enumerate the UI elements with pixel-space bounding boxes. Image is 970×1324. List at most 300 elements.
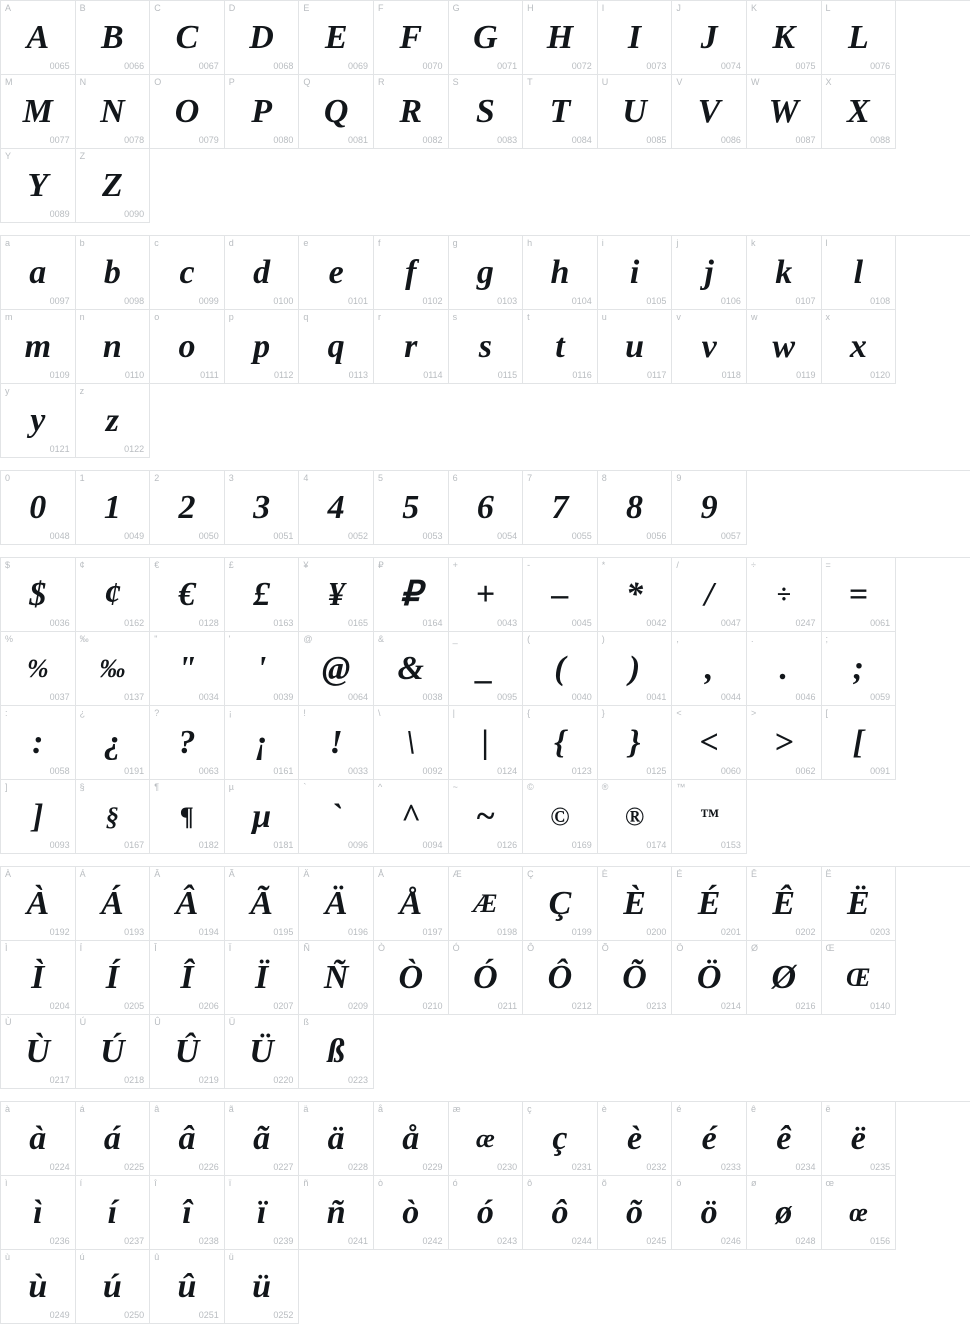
glyph-cell[interactable] <box>598 236 673 310</box>
glyph-cell[interactable] <box>822 941 897 1015</box>
glyph-cell-char-label: ê <box>750 1104 756 1114</box>
glyph-cell[interactable] <box>449 236 524 310</box>
glyph-cell[interactable] <box>747 1 822 75</box>
glyph-cell[interactable] <box>150 706 225 780</box>
glyph-cell-glyph: Ã <box>250 884 273 922</box>
glyph-cell[interactable] <box>747 941 822 1015</box>
glyph-cell-char-label: C <box>154 3 161 13</box>
glyph-cell-char-label: Â <box>154 869 161 879</box>
glyph-cell[interactable] <box>822 867 897 941</box>
glyph-cell[interactable] <box>449 1 524 75</box>
glyph-cell-glyph: ï <box>256 1193 267 1231</box>
glyph-cell-char-label: a <box>5 238 11 248</box>
glyph-cell[interactable] <box>299 780 374 854</box>
glyph-cell-code: 0082 <box>422 135 443 145</box>
glyph-cell[interactable] <box>299 632 374 706</box>
glyph-cell-code: 0249 <box>49 1310 70 1320</box>
glyph-cell-glyph: h <box>550 253 570 291</box>
glyph-cell[interactable] <box>523 236 598 310</box>
glyph-cell[interactable] <box>598 632 673 706</box>
glyph-cell[interactable] <box>822 632 897 706</box>
glyph-cell-glyph: H <box>546 18 574 56</box>
glyph-cell[interactable] <box>1 236 76 310</box>
glyph-cell-glyph: } <box>628 723 641 761</box>
glyph-cell-code: 0182 <box>198 840 219 850</box>
glyph-cell-glyph: N <box>100 92 125 130</box>
glyph-cell[interactable] <box>523 558 598 632</box>
glyph-cell-glyph: ] <box>32 797 44 835</box>
glyph-cell-char-label: } <box>601 708 605 718</box>
glyph-cell-glyph: à <box>29 1119 47 1157</box>
glyph-cell-glyph: ' <box>256 649 267 687</box>
glyph-cell[interactable] <box>523 632 598 706</box>
glyph-cell[interactable] <box>672 558 747 632</box>
glyph-cell[interactable] <box>299 75 374 149</box>
glyph-cell[interactable] <box>598 867 673 941</box>
glyph-cell[interactable] <box>822 75 897 149</box>
glyph-cell[interactable] <box>672 1176 747 1250</box>
glyph-cell[interactable] <box>449 867 524 941</box>
glyph-cell-glyph: k <box>775 253 793 291</box>
glyph-cell-char-label: ‰ <box>79 634 89 644</box>
glyph-cell[interactable] <box>374 1102 449 1176</box>
glyph-cell-code: 0128 <box>198 618 219 628</box>
glyph-cell[interactable] <box>1 75 76 149</box>
glyph-cell[interactable] <box>1 384 76 458</box>
glyph-cell-glyph: ì <box>33 1193 43 1231</box>
glyph-cell[interactable] <box>374 632 449 706</box>
glyph-cell[interactable] <box>299 1015 374 1089</box>
glyph-cell-code: 0118 <box>721 370 741 380</box>
glyph-cell[interactable] <box>449 941 524 1015</box>
glyph-block-accented-uppercase <box>0 866 970 1089</box>
glyph-cell-char-label: G <box>452 3 460 13</box>
glyph-cell[interactable] <box>672 236 747 310</box>
glyph-cell[interactable] <box>225 941 300 1015</box>
glyph-cell-code: 0192 <box>49 927 70 937</box>
glyph-cell[interactable] <box>523 75 598 149</box>
glyph-cell[interactable] <box>449 471 524 545</box>
glyph-cell-code: 0234 <box>795 1162 816 1172</box>
glyph-cell-char-label: : <box>5 708 8 718</box>
glyph-cell-char-label: ö <box>676 1178 682 1188</box>
glyph-cell[interactable] <box>225 1250 300 1324</box>
glyph-cell[interactable] <box>1 706 76 780</box>
glyph-cell[interactable] <box>150 471 225 545</box>
glyph-cell-glyph: ¥ <box>327 575 345 613</box>
glyph-cell-code: 0242 <box>422 1236 443 1246</box>
glyph-cell-char-label: ô <box>527 1178 533 1188</box>
glyph-cell[interactable] <box>374 706 449 780</box>
glyph-cell-glyph: Ú <box>100 1032 125 1070</box>
glyph-cell-code: 0100 <box>273 296 294 306</box>
glyph-cell[interactable] <box>1 780 76 854</box>
glyph-cell[interactable] <box>822 558 897 632</box>
glyph-cell-code: 0213 <box>646 1001 667 1011</box>
glyph-cell-code: 0163 <box>273 618 294 628</box>
glyph-cell-glyph: À <box>26 884 50 922</box>
glyph-cell-glyph: ‰ <box>99 653 126 683</box>
glyph-cell[interactable] <box>747 75 822 149</box>
glyph-cell[interactable] <box>1 1176 76 1250</box>
glyph-cell[interactable] <box>76 471 151 545</box>
glyph-cell[interactable] <box>747 310 822 384</box>
glyph-cell-code: 0216 <box>795 1001 816 1011</box>
glyph-cell-glyph: Å <box>399 884 423 922</box>
glyph-cell[interactable] <box>449 1176 524 1250</box>
glyph-cell[interactable] <box>449 1102 524 1176</box>
glyph-cell[interactable] <box>299 1176 374 1250</box>
glyph-cell[interactable] <box>150 558 225 632</box>
glyph-cell-char-label: S <box>452 77 459 87</box>
glyph-cell-glyph: U <box>622 92 647 130</box>
glyph-cell-char-label: { <box>527 708 531 718</box>
glyph-cell-code: 0110 <box>124 370 145 380</box>
glyph-cell[interactable] <box>672 706 747 780</box>
glyph-cell[interactable] <box>76 558 151 632</box>
glyph-cell[interactable] <box>76 236 151 310</box>
glyph-cell-code: 0113 <box>348 370 368 380</box>
glyph-cell-char-label: Û <box>154 1017 161 1027</box>
glyph-cell[interactable] <box>747 558 822 632</box>
glyph-cell[interactable] <box>374 780 449 854</box>
glyph-cell[interactable] <box>598 1176 673 1250</box>
glyph-cell[interactable] <box>523 941 598 1015</box>
glyph-cell-code: 0238 <box>198 1236 219 1246</box>
glyph-cell[interactable] <box>374 1176 449 1250</box>
glyph-cell[interactable] <box>523 867 598 941</box>
glyph-cell[interactable] <box>747 632 822 706</box>
glyph-cell[interactable] <box>150 1015 225 1089</box>
glyph-cell-char-label: Æ <box>452 869 462 879</box>
glyph-cell[interactable] <box>76 867 151 941</box>
glyph-cell[interactable] <box>225 75 300 149</box>
glyph-cell-char-label: 1 <box>79 473 85 483</box>
glyph-cell[interactable] <box>374 236 449 310</box>
glyph-cell[interactable] <box>299 471 374 545</box>
glyph-cell[interactable] <box>374 75 449 149</box>
glyph-cell-glyph: l <box>853 253 864 291</box>
glyph-cell[interactable] <box>225 632 300 706</box>
glyph-cell[interactable] <box>747 1176 822 1250</box>
glyph-cell[interactable] <box>598 941 673 1015</box>
glyph-cell-glyph: j <box>704 253 714 291</box>
glyph-cell[interactable] <box>672 310 747 384</box>
glyph-cell-glyph: * <box>626 575 644 613</box>
glyph-cell[interactable] <box>598 558 673 632</box>
glyph-cell-code: 0066 <box>124 61 145 71</box>
glyph-cell[interactable] <box>299 1 374 75</box>
glyph-cell-glyph: r <box>404 327 418 365</box>
glyph-cell-glyph: Ó <box>473 958 498 996</box>
glyph-cell-glyph: € <box>178 575 196 613</box>
glyph-cell[interactable] <box>598 706 673 780</box>
glyph-block-accented-lowercase <box>0 1101 970 1324</box>
glyph-cell[interactable] <box>1 471 76 545</box>
glyph-cell-char-label: d <box>228 238 234 248</box>
glyph-cell[interactable] <box>76 1176 151 1250</box>
glyph-cell[interactable] <box>225 310 300 384</box>
glyph-cell-code: 0161 <box>273 766 294 776</box>
glyph-cell[interactable] <box>598 75 673 149</box>
glyph-cell[interactable] <box>225 867 300 941</box>
glyph-cell-char-label: y <box>5 386 10 396</box>
glyph-cell-code: 0114 <box>423 370 443 380</box>
glyph-cell-glyph: 4 <box>327 488 345 526</box>
glyph-cell[interactable] <box>672 471 747 545</box>
glyph-cell-glyph: d <box>253 253 271 291</box>
glyph-cell-code: 0165 <box>347 618 368 628</box>
glyph-cell[interactable] <box>76 941 151 1015</box>
glyph-cell[interactable] <box>76 75 151 149</box>
glyph-cell[interactable] <box>449 558 524 632</box>
glyph-cell-char-label: = <box>825 560 831 570</box>
glyph-cell-glyph: g <box>476 253 494 291</box>
glyph-cell[interactable] <box>76 1015 151 1089</box>
glyph-cell-code: 0074 <box>720 61 741 71</box>
glyph-cell-code: 0094 <box>422 840 443 850</box>
glyph-cell-code: 0038 <box>422 692 443 702</box>
glyph-cell-char-label: 8 <box>601 473 607 483</box>
glyph-cell-glyph: % <box>26 653 49 683</box>
glyph-cell-glyph: õ <box>626 1193 644 1231</box>
glyph-cell-char-label: À <box>5 869 12 879</box>
glyph-cell[interactable] <box>449 780 524 854</box>
glyph-cell-char-label: 7 <box>527 473 533 483</box>
glyph-cell[interactable] <box>150 1 225 75</box>
glyph-cell[interactable] <box>449 310 524 384</box>
glyph-cell[interactable] <box>150 310 225 384</box>
glyph-cell[interactable] <box>225 236 300 310</box>
glyph-cell[interactable] <box>76 1250 151 1324</box>
glyph-cell[interactable] <box>150 1250 225 1324</box>
glyph-cell[interactable] <box>523 780 598 854</box>
glyph-cell[interactable] <box>822 1102 897 1176</box>
glyph-cell[interactable] <box>225 1102 300 1176</box>
glyph-cell[interactable] <box>672 941 747 1015</box>
glyph-cell-char-label: B <box>79 3 86 13</box>
glyph-cell-char-label: r <box>377 312 381 322</box>
glyph-cell-glyph: b <box>103 253 121 291</box>
glyph-cell-char-label: æ <box>452 1104 461 1114</box>
glyph-cell[interactable] <box>1 941 76 1015</box>
glyph-cell-glyph: f <box>405 253 417 291</box>
glyph-cell[interactable] <box>299 941 374 1015</box>
glyph-cell-code: 0228 <box>347 1162 368 1172</box>
glyph-cell-char-label: x <box>825 312 831 322</box>
glyph-cell[interactable] <box>374 558 449 632</box>
glyph-cell[interactable] <box>374 941 449 1015</box>
glyph-cell[interactable] <box>822 236 897 310</box>
glyph-cell[interactable] <box>523 310 598 384</box>
glyph-cell[interactable] <box>747 236 822 310</box>
glyph-cell-glyph: / <box>704 575 714 613</box>
glyph-cell[interactable] <box>523 471 598 545</box>
glyph-cell-code: 0063 <box>198 766 219 776</box>
glyph-cell[interactable] <box>523 1176 598 1250</box>
glyph-cell-glyph: Ù <box>25 1032 51 1070</box>
glyph-cell[interactable] <box>822 310 897 384</box>
glyph-cell-char-label: < <box>676 708 682 718</box>
glyph-cell-glyph: œ <box>848 1197 868 1227</box>
glyph-cell-char-label: ò <box>377 1178 383 1188</box>
glyph-cell[interactable] <box>76 706 151 780</box>
glyph-cell[interactable] <box>225 780 300 854</box>
glyph-cell[interactable] <box>598 1102 673 1176</box>
glyph-cell-glyph: Ï <box>254 958 269 996</box>
glyph-cell-code: 0072 <box>571 61 592 71</box>
glyph-cell[interactable] <box>150 867 225 941</box>
glyph-cell[interactable] <box>1 632 76 706</box>
glyph-cell-glyph: C <box>175 18 199 56</box>
glyph-cell-code: 0174 <box>646 840 667 850</box>
glyph-cell[interactable] <box>76 1102 151 1176</box>
glyph-cell[interactable] <box>150 780 225 854</box>
glyph-cell-code: 0077 <box>49 135 70 145</box>
glyph-cell-char-label: I <box>601 3 605 13</box>
glyph-cell[interactable] <box>225 706 300 780</box>
glyph-cell[interactable] <box>1 1015 76 1089</box>
glyph-cell-code: 0106 <box>720 296 741 306</box>
glyph-cell[interactable] <box>1 1250 76 1324</box>
glyph-cell[interactable] <box>747 706 822 780</box>
glyph-cell[interactable] <box>225 471 300 545</box>
glyph-cell-char-label: w <box>750 312 758 322</box>
glyph-cell[interactable] <box>598 1 673 75</box>
glyph-cell[interactable] <box>76 780 151 854</box>
glyph-cell[interactable] <box>1 310 76 384</box>
glyph-cell-code: 0086 <box>720 135 741 145</box>
glyph-cell[interactable] <box>1 1 76 75</box>
glyph-cell-code: 0042 <box>646 618 667 628</box>
glyph-cell[interactable] <box>1 149 76 223</box>
glyph-cell-glyph: ¿ <box>103 723 121 761</box>
glyph-cell-char-label: Ú <box>79 1017 87 1027</box>
glyph-cell-char-label: û <box>154 1252 160 1262</box>
glyph-cell-glyph: + <box>475 575 496 613</box>
glyph-cell[interactable] <box>225 558 300 632</box>
glyph-cell[interactable] <box>299 706 374 780</box>
glyph-cell-char-label: ¥ <box>303 560 309 570</box>
glyph-cell-char-label: ä <box>303 1104 309 1114</box>
glyph-cell-char-label: Ñ <box>303 943 310 953</box>
glyph-cell[interactable] <box>225 1015 300 1089</box>
glyph-cell[interactable] <box>1 1102 76 1176</box>
glyph-cell-code: 0098 <box>124 296 145 306</box>
glyph-cell[interactable] <box>299 1102 374 1176</box>
glyph-cell[interactable] <box>225 1176 300 1250</box>
glyph-cell-glyph: © <box>550 801 570 831</box>
glyph-cell-char-label: ù <box>5 1252 11 1262</box>
glyph-cell[interactable] <box>449 632 524 706</box>
glyph-cell-code: 0195 <box>273 927 294 937</box>
glyph-cell[interactable] <box>822 1176 897 1250</box>
glyph-cell[interactable] <box>299 310 374 384</box>
glyph-cell-code: 0164 <box>422 618 443 628</box>
glyph-cell[interactable] <box>150 1176 225 1250</box>
glyph-cell[interactable] <box>747 867 822 941</box>
glyph-cell[interactable] <box>672 632 747 706</box>
glyph-cell[interactable] <box>150 236 225 310</box>
glyph-cell-code: 0079 <box>198 135 219 145</box>
glyph-cell[interactable] <box>150 941 225 1015</box>
glyph-cell[interactable] <box>523 1 598 75</box>
glyph-cell[interactable] <box>672 780 747 854</box>
glyph-cell-glyph: X <box>846 92 870 130</box>
glyph-cell[interactable] <box>598 780 673 854</box>
glyph-cell[interactable] <box>523 1102 598 1176</box>
glyph-cell-glyph: û <box>177 1267 197 1305</box>
glyph-cell[interactable] <box>374 471 449 545</box>
glyph-cell-code: 0056 <box>646 531 667 541</box>
glyph-cell[interactable] <box>747 1102 822 1176</box>
glyph-cell-code: 0108 <box>870 296 891 306</box>
glyph-cell[interactable] <box>1 867 76 941</box>
glyph-cell-glyph: . <box>779 649 788 687</box>
glyph-cell[interactable] <box>822 706 897 780</box>
glyph-cell[interactable] <box>672 867 747 941</box>
glyph-cell-glyph: n <box>102 327 122 365</box>
glyph-cell-code: 0088 <box>870 135 891 145</box>
glyph-cell[interactable] <box>672 1102 747 1176</box>
glyph-cell-char-label: H <box>527 3 534 13</box>
glyph-cell-char-label: , <box>676 634 679 644</box>
glyph-cell[interactable] <box>299 867 374 941</box>
glyph-cell-char-label: P <box>228 77 235 87</box>
glyph-cell-char-label: ï <box>228 1178 232 1188</box>
glyph-cell[interactable] <box>76 149 151 223</box>
glyph-cell[interactable] <box>374 867 449 941</box>
glyph-cell-code: 0075 <box>795 61 816 71</box>
glyph-cell[interactable] <box>523 706 598 780</box>
glyph-cell[interactable] <box>374 1 449 75</box>
glyph-cell[interactable] <box>449 75 524 149</box>
glyph-cell[interactable] <box>299 558 374 632</box>
glyph-cell-char-label: M <box>5 77 13 87</box>
glyph-cell[interactable] <box>374 310 449 384</box>
glyph-cell-code: 0226 <box>198 1162 219 1172</box>
glyph-cell-glyph: : <box>32 723 44 761</box>
glyph-cell-char-label: õ <box>601 1178 607 1188</box>
glyph-cell[interactable] <box>76 1 151 75</box>
glyph-cell-char-label: D <box>228 3 236 13</box>
glyph-cell[interactable] <box>598 310 673 384</box>
glyph-cell[interactable] <box>449 706 524 780</box>
glyph-cell-code: 0101 <box>347 296 368 306</box>
glyph-cell-char-label: Ó <box>452 943 460 953</box>
glyph-cell-char-label: è <box>601 1104 607 1114</box>
glyph-cell[interactable] <box>76 632 151 706</box>
glyph-cell-char-label: ñ <box>303 1178 309 1188</box>
glyph-cell[interactable] <box>76 384 151 458</box>
glyph-cell[interactable] <box>822 1 897 75</box>
glyph-cell[interactable] <box>598 471 673 545</box>
glyph-cell-char-label: ú <box>79 1252 85 1262</box>
glyph-cell[interactable] <box>76 310 151 384</box>
glyph-cell[interactable] <box>150 632 225 706</box>
glyph-cell[interactable] <box>150 75 225 149</box>
glyph-cell[interactable] <box>672 75 747 149</box>
glyph-cell[interactable] <box>299 236 374 310</box>
glyph-cell-char-label: 6 <box>452 473 458 483</box>
glyph-cell[interactable] <box>225 1 300 75</box>
glyph-cell-code: 0076 <box>870 61 891 71</box>
glyph-cell[interactable] <box>1 558 76 632</box>
glyph-cell[interactable] <box>150 1102 225 1176</box>
glyph-cell-code: 0153 <box>720 840 741 850</box>
glyph-cell[interactable] <box>672 1 747 75</box>
glyph-block-lowercase-latin <box>0 235 970 458</box>
